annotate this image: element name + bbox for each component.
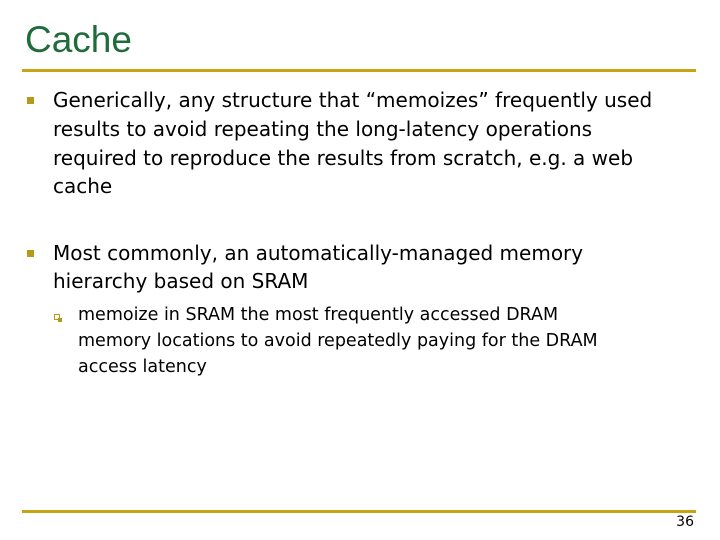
- bullet-line: required to reproduce the results from scratch, e.g. a web: [53, 146, 634, 170]
- slide-title: Cache: [25, 19, 132, 60]
- square-bullet-icon: [27, 250, 34, 257]
- bullet-line: cache: [53, 174, 113, 198]
- bullet-line: hierarchy based on SRAM: [53, 269, 309, 293]
- bullet-line: Most commonly, an automatically-managed memory: [53, 241, 584, 265]
- sub-bullet-line: memory locations to avoid repeatedly paying for the DRAM: [78, 331, 598, 351]
- footer-divider: [22, 510, 696, 513]
- sub-bullet-line: access latency: [78, 357, 207, 377]
- bullet-line: results to avoid repeating the long-latency operations: [53, 117, 593, 141]
- bullet-line: Generically, any structure that “memoizes” frequently used: [53, 88, 653, 112]
- title-divider: [22, 69, 696, 72]
- page-number: 36: [676, 514, 694, 530]
- hollow-square-bullet-icon: [54, 314, 60, 320]
- square-bullet-icon: [27, 97, 34, 104]
- sub-bullet-line: memoize in SRAM the most frequently accessed DRAM: [78, 305, 559, 325]
